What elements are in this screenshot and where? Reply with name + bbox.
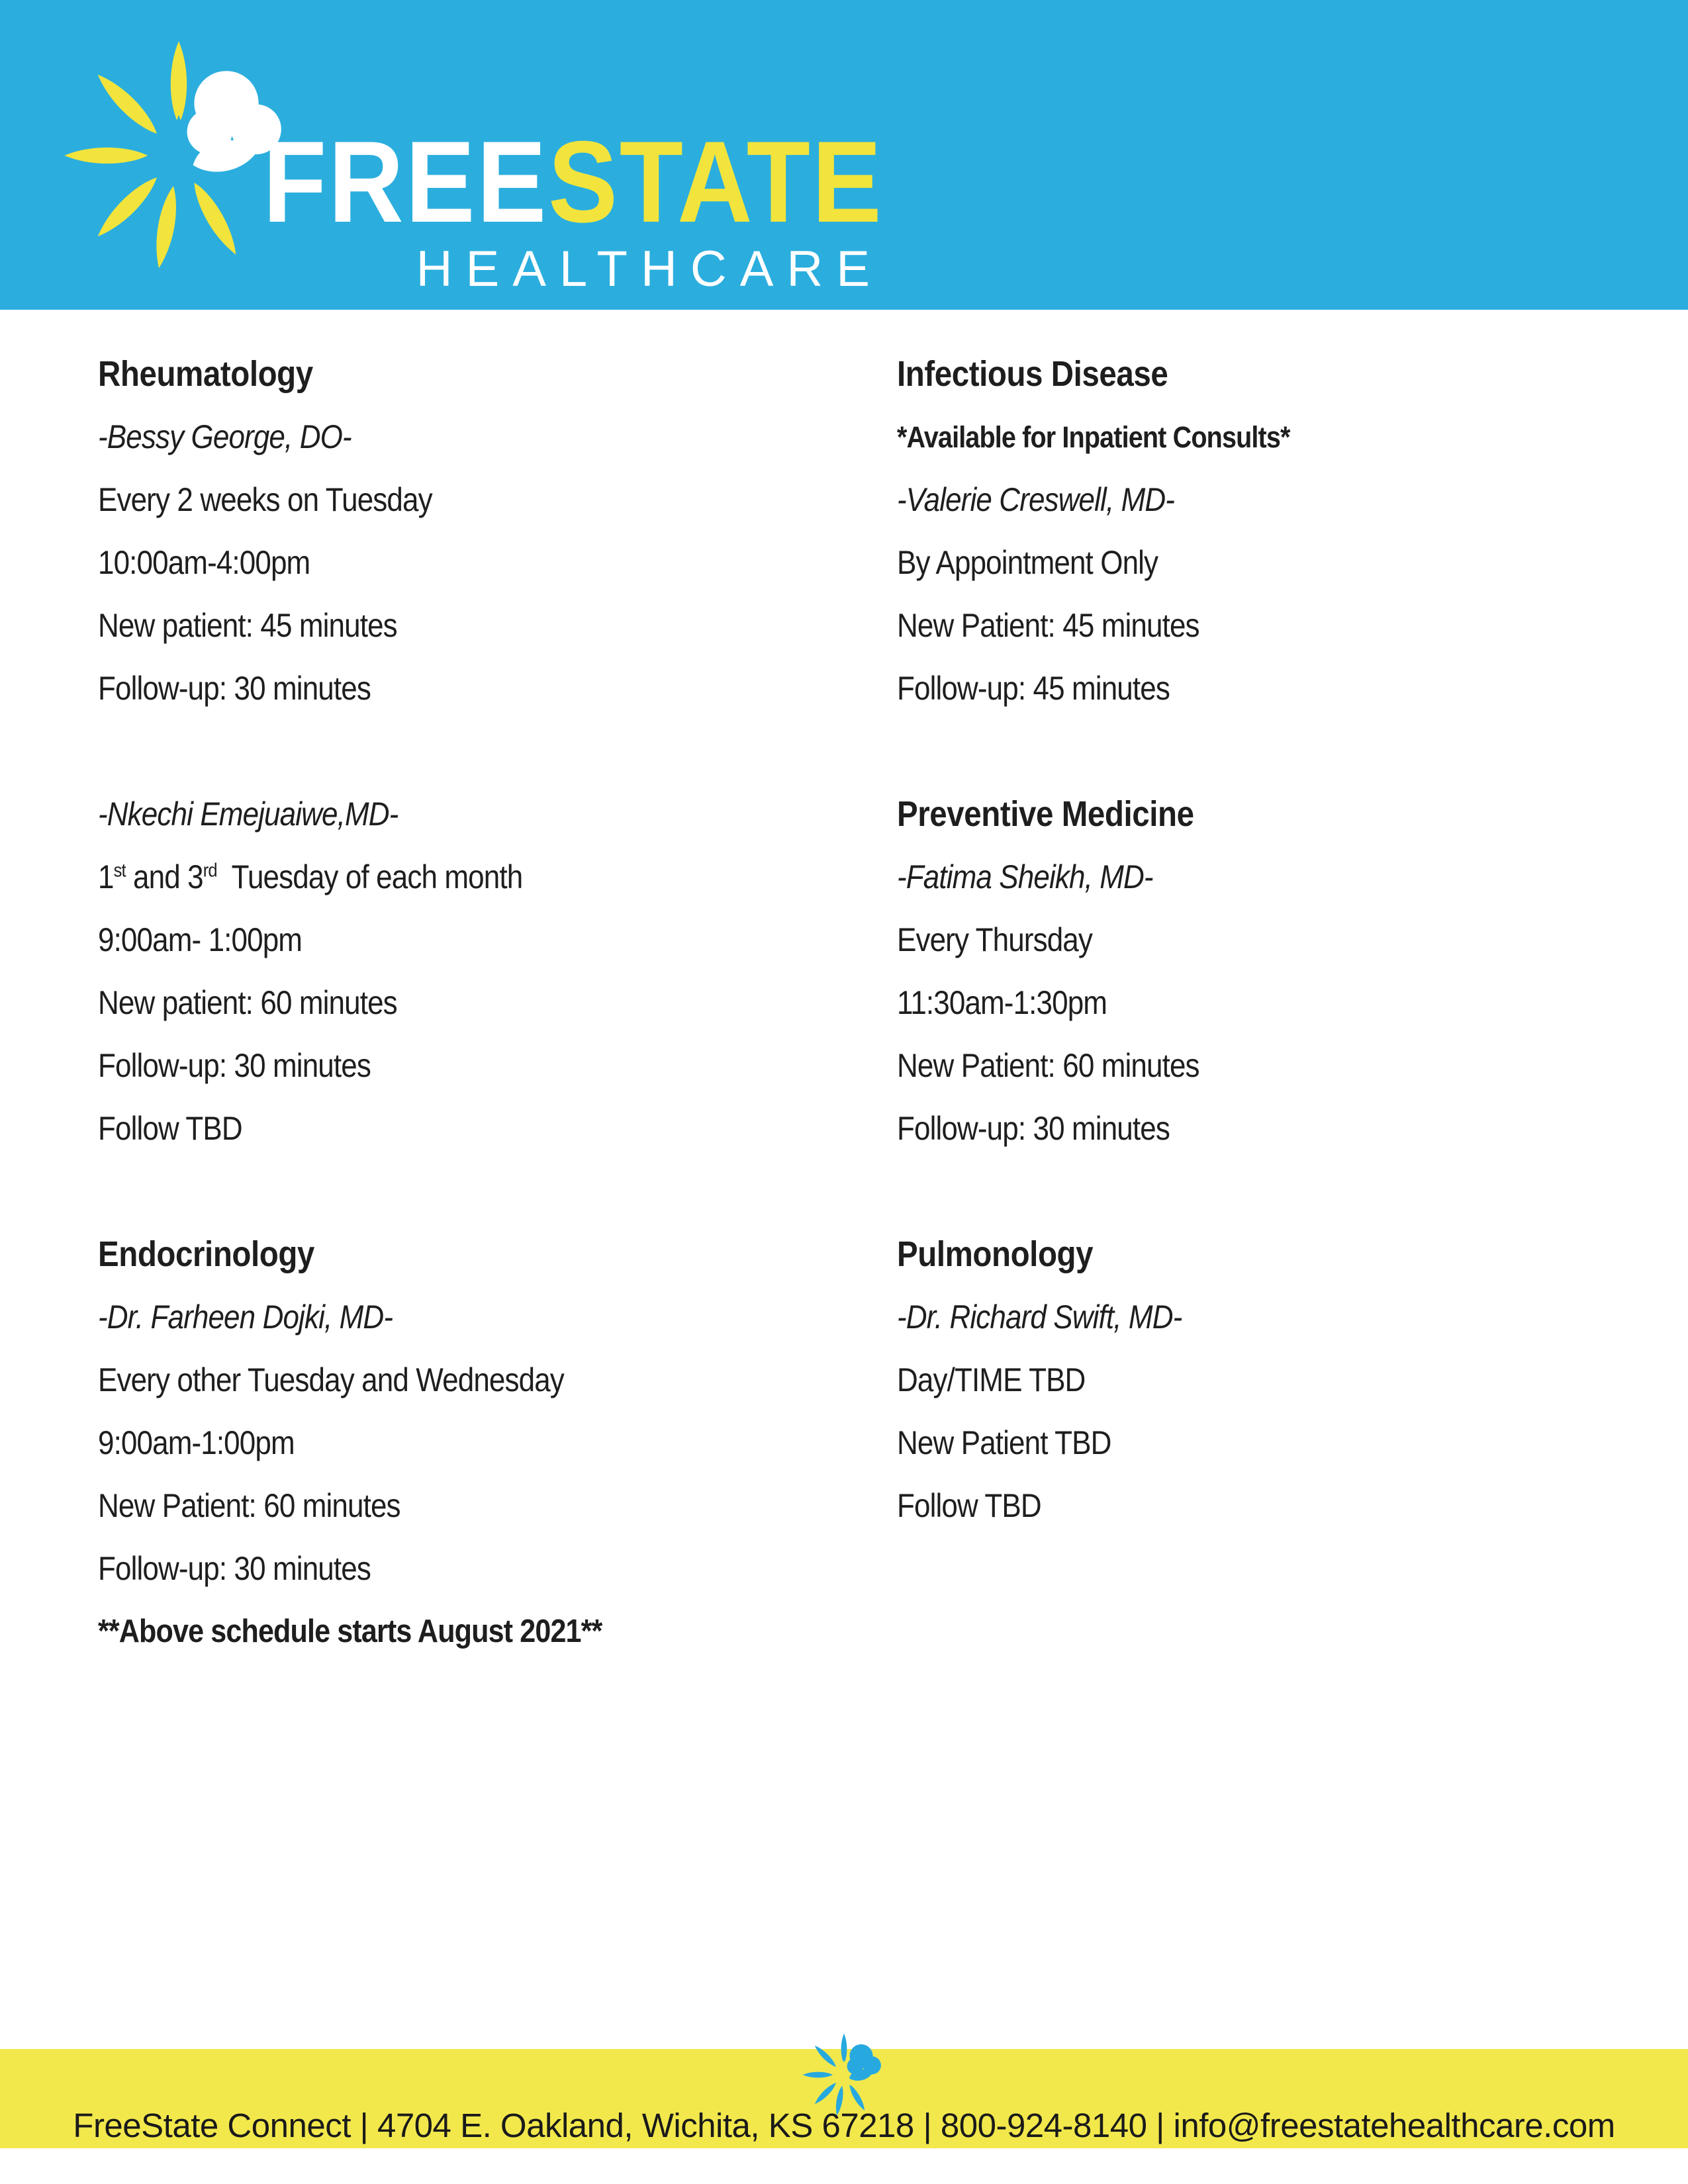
- schedule-block: [897, 783, 1343, 1160]
- brand-subtitle: HEALTHCARE: [416, 241, 883, 297]
- schedule-line: 9:00am- 1:00pm: [98, 921, 303, 958]
- text-segment: Tuesday of each month: [216, 858, 523, 895]
- schedule-line: Follow TBD: [98, 1110, 242, 1147]
- section-heading: Pulmonology: [897, 1234, 1094, 1274]
- provider-name: -Dr. Richard Swift, MD-: [897, 1298, 1182, 1336]
- schedule-block: [98, 783, 671, 1160]
- provider-name: -Nkechi Emejuaiwe,MD-: [98, 796, 399, 833]
- schedule-line: Follow-up: 30 minutes: [897, 1110, 1170, 1147]
- footer-starburst-icon: [801, 2032, 887, 2118]
- schedule-line: New Patient: 60 minutes: [98, 1487, 400, 1524]
- text-segment: and 3: [125, 858, 203, 895]
- schedule-line: New Patient: 45 minutes: [897, 607, 1199, 644]
- ordinal-suffix: st: [113, 860, 126, 882]
- schedule-line: Every other Tuesday and Wednesday: [98, 1361, 564, 1398]
- section-heading: Preventive Medicine: [897, 794, 1194, 834]
- schedule-line: Every Thursday: [897, 921, 1092, 958]
- provider-name: -Valerie Creswell, MD-: [897, 481, 1175, 518]
- schedule-line: By Appointment Only: [897, 544, 1158, 581]
- schedule-line: New patient: 45 minutes: [98, 607, 397, 644]
- schedule-block: [98, 1223, 671, 1663]
- schedule-column-left: [98, 343, 671, 1663]
- schedule-line: Follow-up: 30 minutes: [98, 1047, 371, 1084]
- schedule-line: Follow TBD: [897, 1487, 1041, 1524]
- schedule-line: New Patient: 60 minutes: [897, 1047, 1199, 1084]
- brand-lockup: [194, 118, 883, 297]
- availability-note: *Available for Inpatient Consults*: [897, 420, 1290, 454]
- schedule-line: Day/TIME TBD: [897, 1361, 1086, 1398]
- schedule-line: Follow-up: 30 minutes: [98, 1550, 371, 1587]
- provider-name: -Fatima Sheikh, MD-: [897, 858, 1153, 895]
- section-heading: Rheumatology: [98, 354, 313, 394]
- schedule-block: [98, 343, 671, 720]
- footer-contact-line: FreeState Connect | 4704 E. Oakland, Wichita, KS 67218 | 800-924-8140 | info@freestatehealthcare.com: [73, 2107, 1615, 2144]
- section-heading: Infectious Disease: [897, 354, 1168, 394]
- brand-wordmark-free: FREE: [262, 118, 548, 247]
- brand-wordmark: [262, 118, 883, 247]
- schedule-line: [98, 846, 602, 909]
- text-segment: 1: [98, 858, 114, 895]
- schedule-line: 10:00am-4:00pm: [98, 544, 310, 581]
- provider-name: -Dr. Farheen Dojki, MD-: [98, 1298, 393, 1336]
- schedule-block: [897, 343, 1343, 720]
- section-heading: Endocrinology: [98, 1234, 314, 1274]
- schedule-block: [897, 1223, 1343, 1537]
- schedule-line: 9:00am-1:00pm: [98, 1424, 295, 1461]
- ordinal-suffix: rd: [203, 860, 217, 882]
- schedule-line: New patient: 60 minutes: [98, 984, 397, 1021]
- header-banner: [0, 0, 1688, 310]
- schedule-line: Every 2 weeks on Tuesday: [98, 481, 432, 518]
- schedule-line: Follow-up: 30 minutes: [98, 670, 371, 707]
- schedule-line: 11:30am-1:30pm: [897, 984, 1107, 1021]
- provider-name: -Bessy George, DO-: [98, 418, 352, 455]
- schedule-column-right: [897, 343, 1343, 1537]
- schedule-line: Follow-up: 45 minutes: [897, 670, 1170, 707]
- schedule-line: New Patient TBD: [897, 1424, 1111, 1461]
- schedule-start-note: **Above schedule starts August 2021**: [98, 1614, 602, 1649]
- brand-wordmark-state: STATE: [547, 118, 883, 247]
